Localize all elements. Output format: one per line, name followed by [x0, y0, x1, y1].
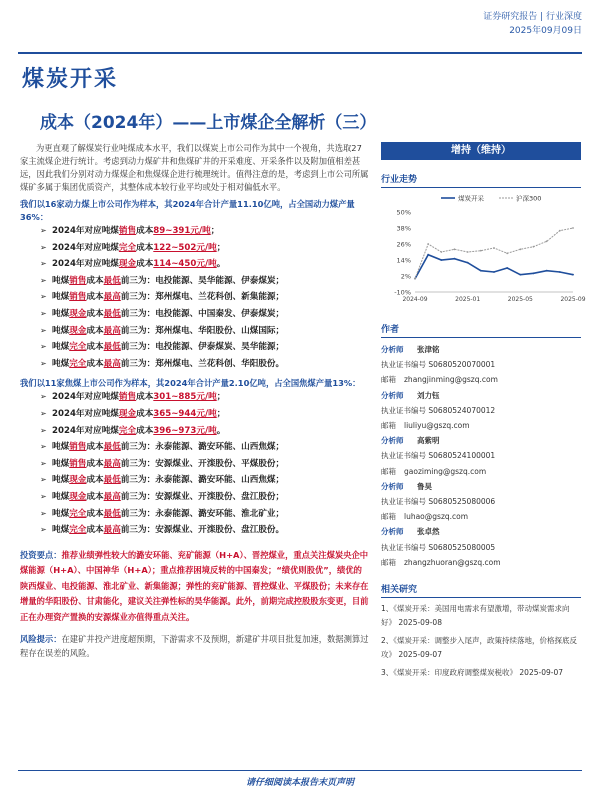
license-label: 执业证书编号	[381, 451, 426, 461]
y-tick-label: 26%	[396, 240, 411, 249]
coking-bullet	[20, 407, 370, 424]
bullet-arrow-icon: ➢	[40, 275, 47, 285]
bullet-text	[52, 341, 284, 354]
author-name: 张卓然	[417, 527, 440, 537]
bullet-cost: 成本	[86, 358, 104, 369]
related-date: 2025-09-07	[396, 649, 442, 659]
bullet-text	[52, 441, 284, 454]
related-text: 2、《煤炭开采：调整步入尾声，政策持续落地，价格探底反攻》	[381, 636, 578, 659]
related-text: 3、《煤炭开采：印度政府调整煤炭税收》	[381, 668, 518, 678]
author-license-row	[381, 448, 581, 463]
investment-label: 投资要点：	[20, 549, 62, 560]
keyword: 现金	[69, 325, 87, 336]
license-number: S0680520070001	[426, 360, 496, 370]
cost-range: 365~944元/吨	[153, 408, 217, 419]
author-role: 分析师	[381, 436, 404, 446]
data-point	[440, 259, 442, 261]
cost-range: 396~973元/吨	[153, 425, 217, 436]
bullet-prefix: 吨煤	[52, 525, 70, 536]
thermal-bullet	[20, 241, 370, 258]
data-point	[414, 278, 416, 280]
coking-bullet	[20, 473, 370, 490]
bullet-suffix: 前三为：安源煤业、开滦股份、盘江股份；	[120, 491, 285, 502]
cost-range: 122~502元/吨	[153, 242, 217, 253]
bullet-text	[52, 258, 225, 271]
keyword: 完全	[69, 358, 87, 369]
cost-range: 114~450元/吨	[153, 259, 217, 270]
report-header	[483, 10, 582, 38]
keyword: 完全	[69, 508, 87, 519]
trend-title: 行业走势	[381, 172, 581, 188]
bullet-text	[52, 242, 225, 255]
rank-keyword: 最低	[103, 475, 121, 486]
thermal-bullet	[20, 274, 370, 291]
related-date: 2025-09-07	[517, 668, 564, 678]
thermal-bullet	[20, 357, 370, 374]
coking-bullet	[20, 457, 370, 474]
bullet-arrow-icon: ➢	[40, 508, 47, 518]
author-license-row	[381, 357, 581, 372]
data-point	[480, 250, 482, 252]
coking-intro: 我们以11家焦煤上市公司作为样本，其2024年合计产量2.10亿吨，占全国焦煤产量13%：	[20, 378, 361, 389]
thermal-bullet	[20, 307, 370, 324]
authors-list	[381, 342, 581, 570]
bullet-text	[52, 308, 284, 321]
rank-keyword: 最高	[103, 458, 121, 469]
email-label: 邮箱	[381, 512, 396, 522]
keyword: 完全	[69, 525, 87, 536]
author-email[interactable]: liuliyu@gszq.com	[404, 421, 470, 431]
related-item[interactable]	[381, 602, 581, 629]
data-point	[546, 270, 548, 272]
industry-name: 煤炭开采	[22, 67, 119, 92]
cost-range: 301~885元/吨	[153, 392, 217, 403]
bullet-suffix: 前三为：永泰能源、潞安环能、山西焦煤；	[120, 475, 285, 486]
bullet-cost: 成本	[136, 425, 154, 436]
author-name-row	[381, 342, 581, 357]
data-point	[427, 243, 429, 245]
bullet-arrow-icon: ➢	[40, 458, 47, 468]
bullet-cost: 成本	[86, 525, 104, 536]
author-name: 张津铭	[417, 345, 440, 354]
related-item[interactable]	[381, 634, 581, 661]
author-role: 分析师	[381, 345, 404, 354]
bullet-text	[52, 524, 284, 537]
rank-keyword: 最高	[103, 325, 121, 336]
data-point	[493, 247, 495, 249]
keyword: 销售	[69, 458, 87, 469]
keyword: 现金	[69, 491, 87, 502]
risk-text: 在建矿井投产进度超预期，下游需求不及预期，新建矿井项目批复加速，数据测算过程存在误差的风险。	[20, 634, 369, 659]
investment-text: 推荐业绩弹性较大的潞安环能、兖矿能源（H+A）、晋控煤业，重点关注煤炭央企中煤能源（H+A）、中国神华（H+A）；重点推荐困境反转的中国秦发；“绩优则股优”，绩优的陕西煤业、电投能源、淮北矿业、新集能源；弹性的兖矿能源、晋控煤业、平煤股份；未来存在增量的华阳股份、甘肃能化，建议关注弹性标的昊华能源。此外，前期完成控股股东变更，目前正在办理资产置换的安源煤业亦值得重点关注。	[20, 549, 369, 622]
bullet-suffix: 前三为：郑州煤电、兰花科创、新集能源；	[120, 292, 285, 303]
author-email-row	[381, 555, 581, 570]
data-point	[533, 272, 535, 274]
data-point	[493, 271, 495, 273]
keyword: 销售	[69, 292, 87, 303]
bullet-prefix: 吨煤	[52, 275, 70, 286]
bullet-cost: 成本	[86, 458, 104, 469]
author-license-row	[381, 403, 581, 418]
license-label: 执业证书编号	[381, 360, 426, 370]
x-tick-label: 2024-09	[402, 296, 428, 303]
bullet-suffix: 前三为：安源煤业、开滦股份、盘江股份。	[120, 525, 285, 536]
investment-points	[20, 548, 370, 626]
legend-label: 煤炭开采	[458, 194, 484, 203]
data-point	[559, 271, 561, 273]
author-email[interactable]: zhangjinming@gszq.com	[404, 375, 498, 385]
disclaimer-footer: 请仔细阅读本报告末页声明	[245, 778, 354, 788]
author-email[interactable]: zhangzhuoran@gszq.com	[404, 557, 501, 567]
rank-keyword: 最低	[103, 342, 121, 353]
bullet-prefix: 2024年对应吨煤	[52, 259, 119, 270]
intro-paragraph: 为更直观了解煤炭行业吨煤成本水平，我们以煤炭上市公司作为其中一个视角，共选取27家主流煤企进行统计。考虑到动力煤矿井和焦煤矿井的开采难度、开采条件以及附加值相差甚远，因此我们分别对动力煤煤企和焦煤煤企进行梳理统计。值得注意的是，考虑到上市公司所属煤矿多属于集团优质资产，其整体成本较行业平均或处于相对偏低水平。	[20, 143, 369, 192]
legend-label: 沪深300	[516, 194, 542, 203]
y-tick-label: 50%	[396, 208, 411, 217]
bullet-prefix: 吨煤	[52, 308, 70, 319]
bullet-suffix: 前三为：永泰能源、潞安环能、淮北矿业；	[120, 508, 285, 519]
author-license-row	[381, 494, 581, 509]
bullet-arrow-icon: ➢	[40, 226, 47, 235]
bullet-text	[52, 474, 284, 487]
thermal-bullet-list	[20, 224, 370, 373]
license-number: S0680524100001	[426, 451, 496, 461]
bullet-arrow-icon: ➢	[40, 425, 47, 435]
author-role: 分析师	[381, 481, 404, 491]
bullet-cost: 成本	[136, 226, 154, 236]
license-number: S0680525080006	[426, 497, 496, 507]
report-title: 成本（2024年）——上市煤企全解析（三）	[40, 113, 377, 133]
coking-bullet	[20, 523, 370, 540]
data-point	[427, 254, 429, 256]
bullet-suffix: 。	[216, 425, 226, 436]
bullet-cost: 成本	[86, 508, 104, 519]
bullet-suffix: 前三为：电投能源、伊泰煤炭、昊华能源；	[120, 342, 285, 353]
license-label: 执业证书编号	[381, 542, 426, 552]
bullet-arrow-icon: ➢	[40, 525, 47, 535]
data-point	[506, 267, 508, 269]
rank-keyword: 最低	[103, 508, 121, 519]
thermal-intro: 我们以16家动力煤上市公司作为样本，其2024年合计产量11.10亿吨，占全国动力煤产量36%：	[20, 199, 355, 222]
bullet-text	[52, 408, 225, 421]
license-label: 执业证书编号	[381, 497, 426, 507]
keyword: 销售	[118, 226, 137, 236]
email-label: 邮箱	[381, 466, 396, 476]
bullet-prefix: 2024年对应吨煤	[52, 425, 119, 436]
bullet-text	[52, 458, 284, 471]
authors-title: 作者	[381, 322, 581, 338]
coking-bullet	[20, 424, 370, 441]
data-point	[440, 251, 442, 253]
bullet-prefix: 吨煤	[52, 325, 70, 336]
keyword: 完全	[118, 425, 137, 436]
thermal-bullet	[20, 340, 370, 357]
author-name-row	[381, 433, 581, 448]
thermal-bullet	[20, 224, 370, 241]
bullet-prefix: 2024年对应吨煤	[52, 408, 119, 419]
keyword: 完全	[118, 242, 137, 253]
bullet-suffix: 前三为：永泰能源、潞安环能、山西焦煤；	[120, 442, 285, 453]
rank-keyword: 最高	[103, 292, 121, 303]
rank-keyword: 最高	[103, 525, 121, 536]
bullet-cost: 成本	[86, 292, 104, 303]
bullet-arrow-icon: ➢	[40, 308, 47, 318]
main-content	[20, 142, 370, 660]
rank-keyword: 最低	[103, 442, 121, 453]
series-line-0	[415, 255, 573, 279]
bullet-prefix: 吨煤	[52, 458, 70, 469]
keyword: 现金	[69, 475, 87, 486]
bullet-prefix: 2024年对应吨煤	[52, 392, 119, 403]
bullet-cost: 成本	[136, 242, 154, 253]
bullet-prefix: 吨煤	[52, 292, 70, 303]
author-name-row	[381, 479, 581, 494]
keyword: 现金	[118, 408, 137, 419]
bullet-cost: 成本	[86, 475, 104, 486]
bullet-cost: 成本	[136, 392, 154, 403]
bullet-prefix: 吨煤	[52, 491, 70, 502]
thermal-bullet	[20, 290, 370, 307]
license-number: S0680524070012	[426, 405, 496, 415]
data-point	[533, 246, 535, 248]
related-date: 2025-09-08	[396, 617, 442, 627]
bullet-text	[52, 325, 284, 338]
bullet-arrow-icon: ➢	[40, 408, 47, 418]
data-point	[519, 248, 521, 250]
data-point	[480, 270, 482, 272]
bullet-suffix: 前三为：电投能源、昊华能源、伊泰煤炭；	[120, 275, 285, 286]
bullet-prefix: 吨煤	[52, 342, 70, 353]
thermal-bullet	[20, 257, 370, 274]
bullet-text	[52, 508, 284, 521]
bullet-cost: 成本	[86, 275, 104, 286]
trend-chart	[381, 188, 586, 308]
bullet-cost: 成本	[86, 491, 104, 502]
email-label: 邮箱	[381, 557, 396, 567]
bullet-prefix: 2024年对应吨煤	[52, 226, 119, 236]
coking-bullet	[20, 507, 370, 524]
bullet-arrow-icon: ➢	[40, 475, 47, 485]
bullet-suffix: 。	[216, 259, 226, 270]
data-point	[572, 274, 574, 276]
bullet-text	[52, 391, 225, 404]
thermal-bullet	[20, 324, 370, 341]
bullet-text	[52, 491, 284, 504]
related-title: 相关研究	[381, 582, 581, 598]
related-text: 1、《煤炭开采：美国用电需求有望激增，带动煤炭需求向好》	[381, 604, 570, 627]
rank-keyword: 最高	[103, 358, 121, 369]
bullet-prefix: 吨煤	[52, 475, 70, 486]
bullet-suffix: ；	[210, 226, 220, 236]
bullet-arrow-icon: ➢	[40, 342, 47, 352]
data-point	[467, 262, 469, 264]
data-point	[467, 251, 469, 253]
bullet-prefix: 吨煤	[52, 508, 70, 519]
rating-badge: 增持（维持）	[381, 142, 581, 160]
keyword: 完全	[69, 342, 87, 353]
bullet-suffix: 前三为：安源煤业、开滦股份、平煤股份；	[120, 458, 285, 469]
email-label: 邮箱	[381, 421, 396, 431]
bullet-arrow-icon: ➢	[40, 259, 47, 269]
bullet-arrow-icon: ➢	[40, 242, 47, 252]
risk-warning	[20, 632, 370, 660]
bullet-arrow-icon: ➢	[40, 491, 47, 501]
bullet-arrow-icon: ➢	[40, 392, 47, 402]
coking-bullet	[20, 390, 370, 407]
bullet-arrow-icon: ➢	[40, 442, 47, 452]
keyword: 销售	[118, 392, 137, 403]
cost-range: 89~391元/吨	[153, 226, 211, 236]
data-point	[572, 227, 574, 229]
bullet-prefix: 2024年对应吨煤	[52, 242, 119, 253]
coking-bullet	[20, 440, 370, 457]
author-email-row	[381, 418, 581, 433]
bullet-suffix: 前三为：郑州煤电、兰花科创、华阳股份。	[120, 358, 285, 369]
bullet-cost: 成本	[86, 342, 104, 353]
author-name: 刘力钰	[417, 390, 440, 400]
data-point	[546, 240, 548, 242]
data-point	[506, 252, 508, 254]
email-label: 邮箱	[381, 375, 396, 385]
author-email-row	[381, 372, 581, 387]
rank-keyword: 最低	[103, 308, 121, 319]
bullet-suffix: ；	[216, 408, 226, 419]
x-tick-label: 2025-01	[455, 296, 481, 303]
data-point	[559, 230, 561, 232]
author-email[interactable]: gaoziming@gszq.com	[404, 466, 487, 476]
bullet-suffix: ；	[216, 392, 226, 403]
y-tick-label: 2%	[400, 272, 411, 281]
sidebar	[381, 142, 586, 685]
bullet-text	[52, 358, 284, 371]
author-email[interactable]: luhao@gszq.com	[404, 512, 469, 522]
author-email-row	[381, 464, 581, 479]
y-tick-label: 38%	[396, 224, 411, 233]
header-divider	[18, 52, 582, 54]
x-tick-label: 2025-09	[560, 296, 586, 303]
bullet-text	[52, 425, 225, 438]
report-type-label: 证券研究报告 | 行业深度	[483, 12, 582, 22]
rank-keyword: 最低	[103, 275, 121, 286]
keyword: 销售	[69, 442, 87, 453]
author-name: 高紫明	[417, 436, 440, 446]
bullet-suffix: 前三为：郑州煤电、华阳股份、山煤国际；	[120, 325, 285, 336]
y-tick-label: -10%	[394, 288, 411, 297]
bullet-text	[52, 275, 284, 288]
bullet-cost: 成本	[86, 325, 104, 336]
report-date: 2025年09月09日	[509, 26, 582, 36]
author-role: 分析师	[381, 390, 404, 400]
author-name-row	[381, 388, 581, 403]
author-email-row	[381, 509, 581, 524]
bullet-arrow-icon: ➢	[40, 292, 47, 302]
bullet-suffix: 前三为：电投能源、中国秦发、伊泰煤炭；	[120, 308, 285, 319]
author-name: 鲁昊	[417, 481, 432, 491]
author-license-row	[381, 540, 581, 555]
y-tick-label: 14%	[396, 256, 411, 265]
author-name-row	[381, 524, 581, 539]
data-point	[519, 274, 521, 276]
keyword: 现金	[118, 259, 137, 270]
coking-bullet	[20, 490, 370, 507]
footer-divider	[18, 770, 582, 771]
license-number: S0680525080005	[426, 542, 496, 552]
keyword: 销售	[69, 275, 87, 286]
x-tick-label: 2025-05	[507, 296, 533, 303]
bullet-prefix: 吨煤	[52, 358, 70, 369]
bullet-cost: 成本	[86, 308, 104, 319]
bullet-cost: 成本	[136, 408, 154, 419]
related-list	[381, 602, 581, 680]
bullet-text	[52, 291, 284, 304]
data-point	[454, 258, 456, 260]
rank-keyword: 最高	[103, 491, 121, 502]
keyword: 现金	[69, 308, 87, 319]
bullet-cost: 成本	[136, 259, 154, 270]
bullet-text	[52, 225, 219, 238]
bullet-arrow-icon: ➢	[40, 358, 47, 368]
bullet-prefix: 吨煤	[52, 442, 70, 453]
bullet-suffix: ；	[216, 242, 226, 253]
risk-label: 风险提示：	[20, 634, 62, 645]
bullet-arrow-icon: ➢	[40, 325, 47, 335]
bullet-cost: 成本	[86, 442, 104, 453]
author-role: 分析师	[381, 527, 404, 537]
related-item[interactable]	[381, 666, 581, 680]
data-point	[454, 248, 456, 250]
license-label: 执业证书编号	[381, 405, 426, 415]
coking-bullet-list	[20, 390, 370, 539]
